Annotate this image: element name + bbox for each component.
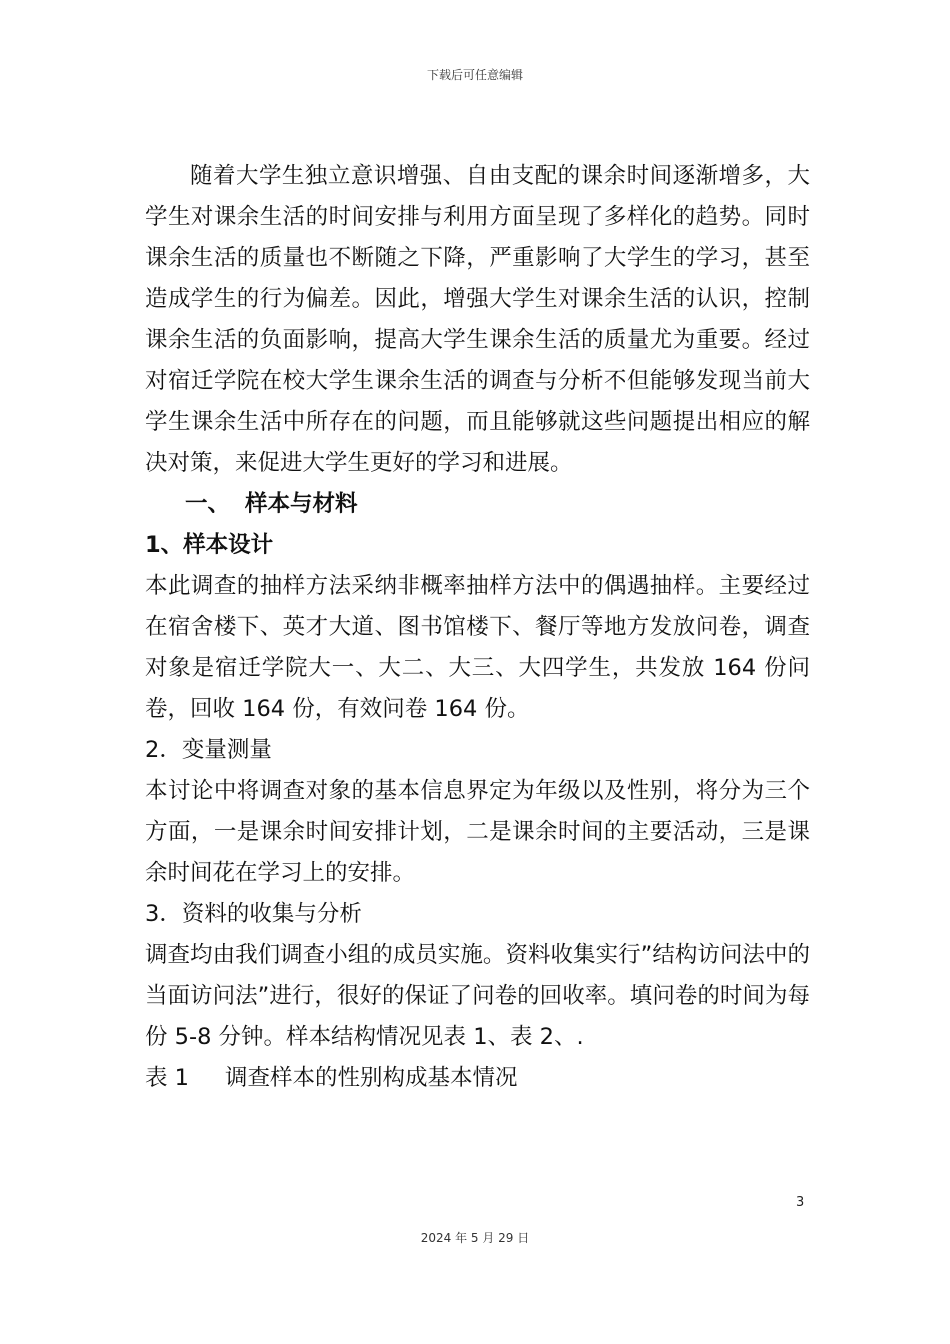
table-label: 表 1 [145, 1065, 189, 1091]
paragraph-data-collection: 调查均由我们调查小组的成员实施。资料收集实行”结构访问法中的当面访问法”进行，很好的保证了问卷的回收率。填问卷的时间为每份 5-8 分钟。样本结构情况见表 1、表 2、. [145, 942, 810, 1050]
subheading-sample-design: 1、样本设计 [145, 532, 274, 558]
table-title: 调查样本的性别构成基本情况 [225, 1065, 518, 1091]
paragraph-sample-design: 本此调查的抽样方法采纳非概率抽样方法中的偶遇抽样。主要经过在宿舍楼下、英才大道、图书馆楼下、餐厅等地方发放问卷，调查对象是宿迁学院大一、大二、大三、大四学生，共发放 164 份问卷，回收 164 份，有效问卷 164 份。 [145, 573, 810, 722]
section-title-text: 样本与材料 [245, 491, 358, 517]
intro-paragraph: 随着大学生独立意识增强、自由支配的课余时间逐渐增多，大学生对课余生活的时间安排与利用方面呈现了多样化的趋势。同时课余生活的质量也不断随之下降，严重影响了大学生的学习，甚至造成学生的行为偏差。因此，增强大学生对课余生活的认识，控制课余生活的负面影响，提高大学生课余生活的质量尤为重要。经过对宿迁学院在校大学生课余生活的调查与分析不但能够发现当前大学生课余生活中所存在的问题，而且能够就这些问题提出相应的解决对策，来促进大学生更好的学习和进展。 [145, 163, 810, 476]
subheading-data-collection: 3．资料的收集与分析 [145, 901, 362, 927]
subheading-variable-measurement: 2．变量测量 [145, 737, 272, 763]
section-title [145, 484, 810, 525]
table-caption [145, 1058, 810, 1099]
header-note: 下载后可任意编辑 [426, 68, 523, 82]
paragraph-variable-measurement: 本讨论中将调查对象的基本信息界定为年级以及性别，将分为三个方面，一是课余时间安排计划，二是课余时间的主要活动，三是课余时间花在学习上的安排。 [145, 778, 810, 886]
document-body [145, 156, 810, 1099]
section-number: 一、 [185, 491, 231, 517]
page-number: 3 [796, 1195, 805, 1210]
footer-date: 2024 年 5 月 29 日 [420, 1231, 530, 1245]
